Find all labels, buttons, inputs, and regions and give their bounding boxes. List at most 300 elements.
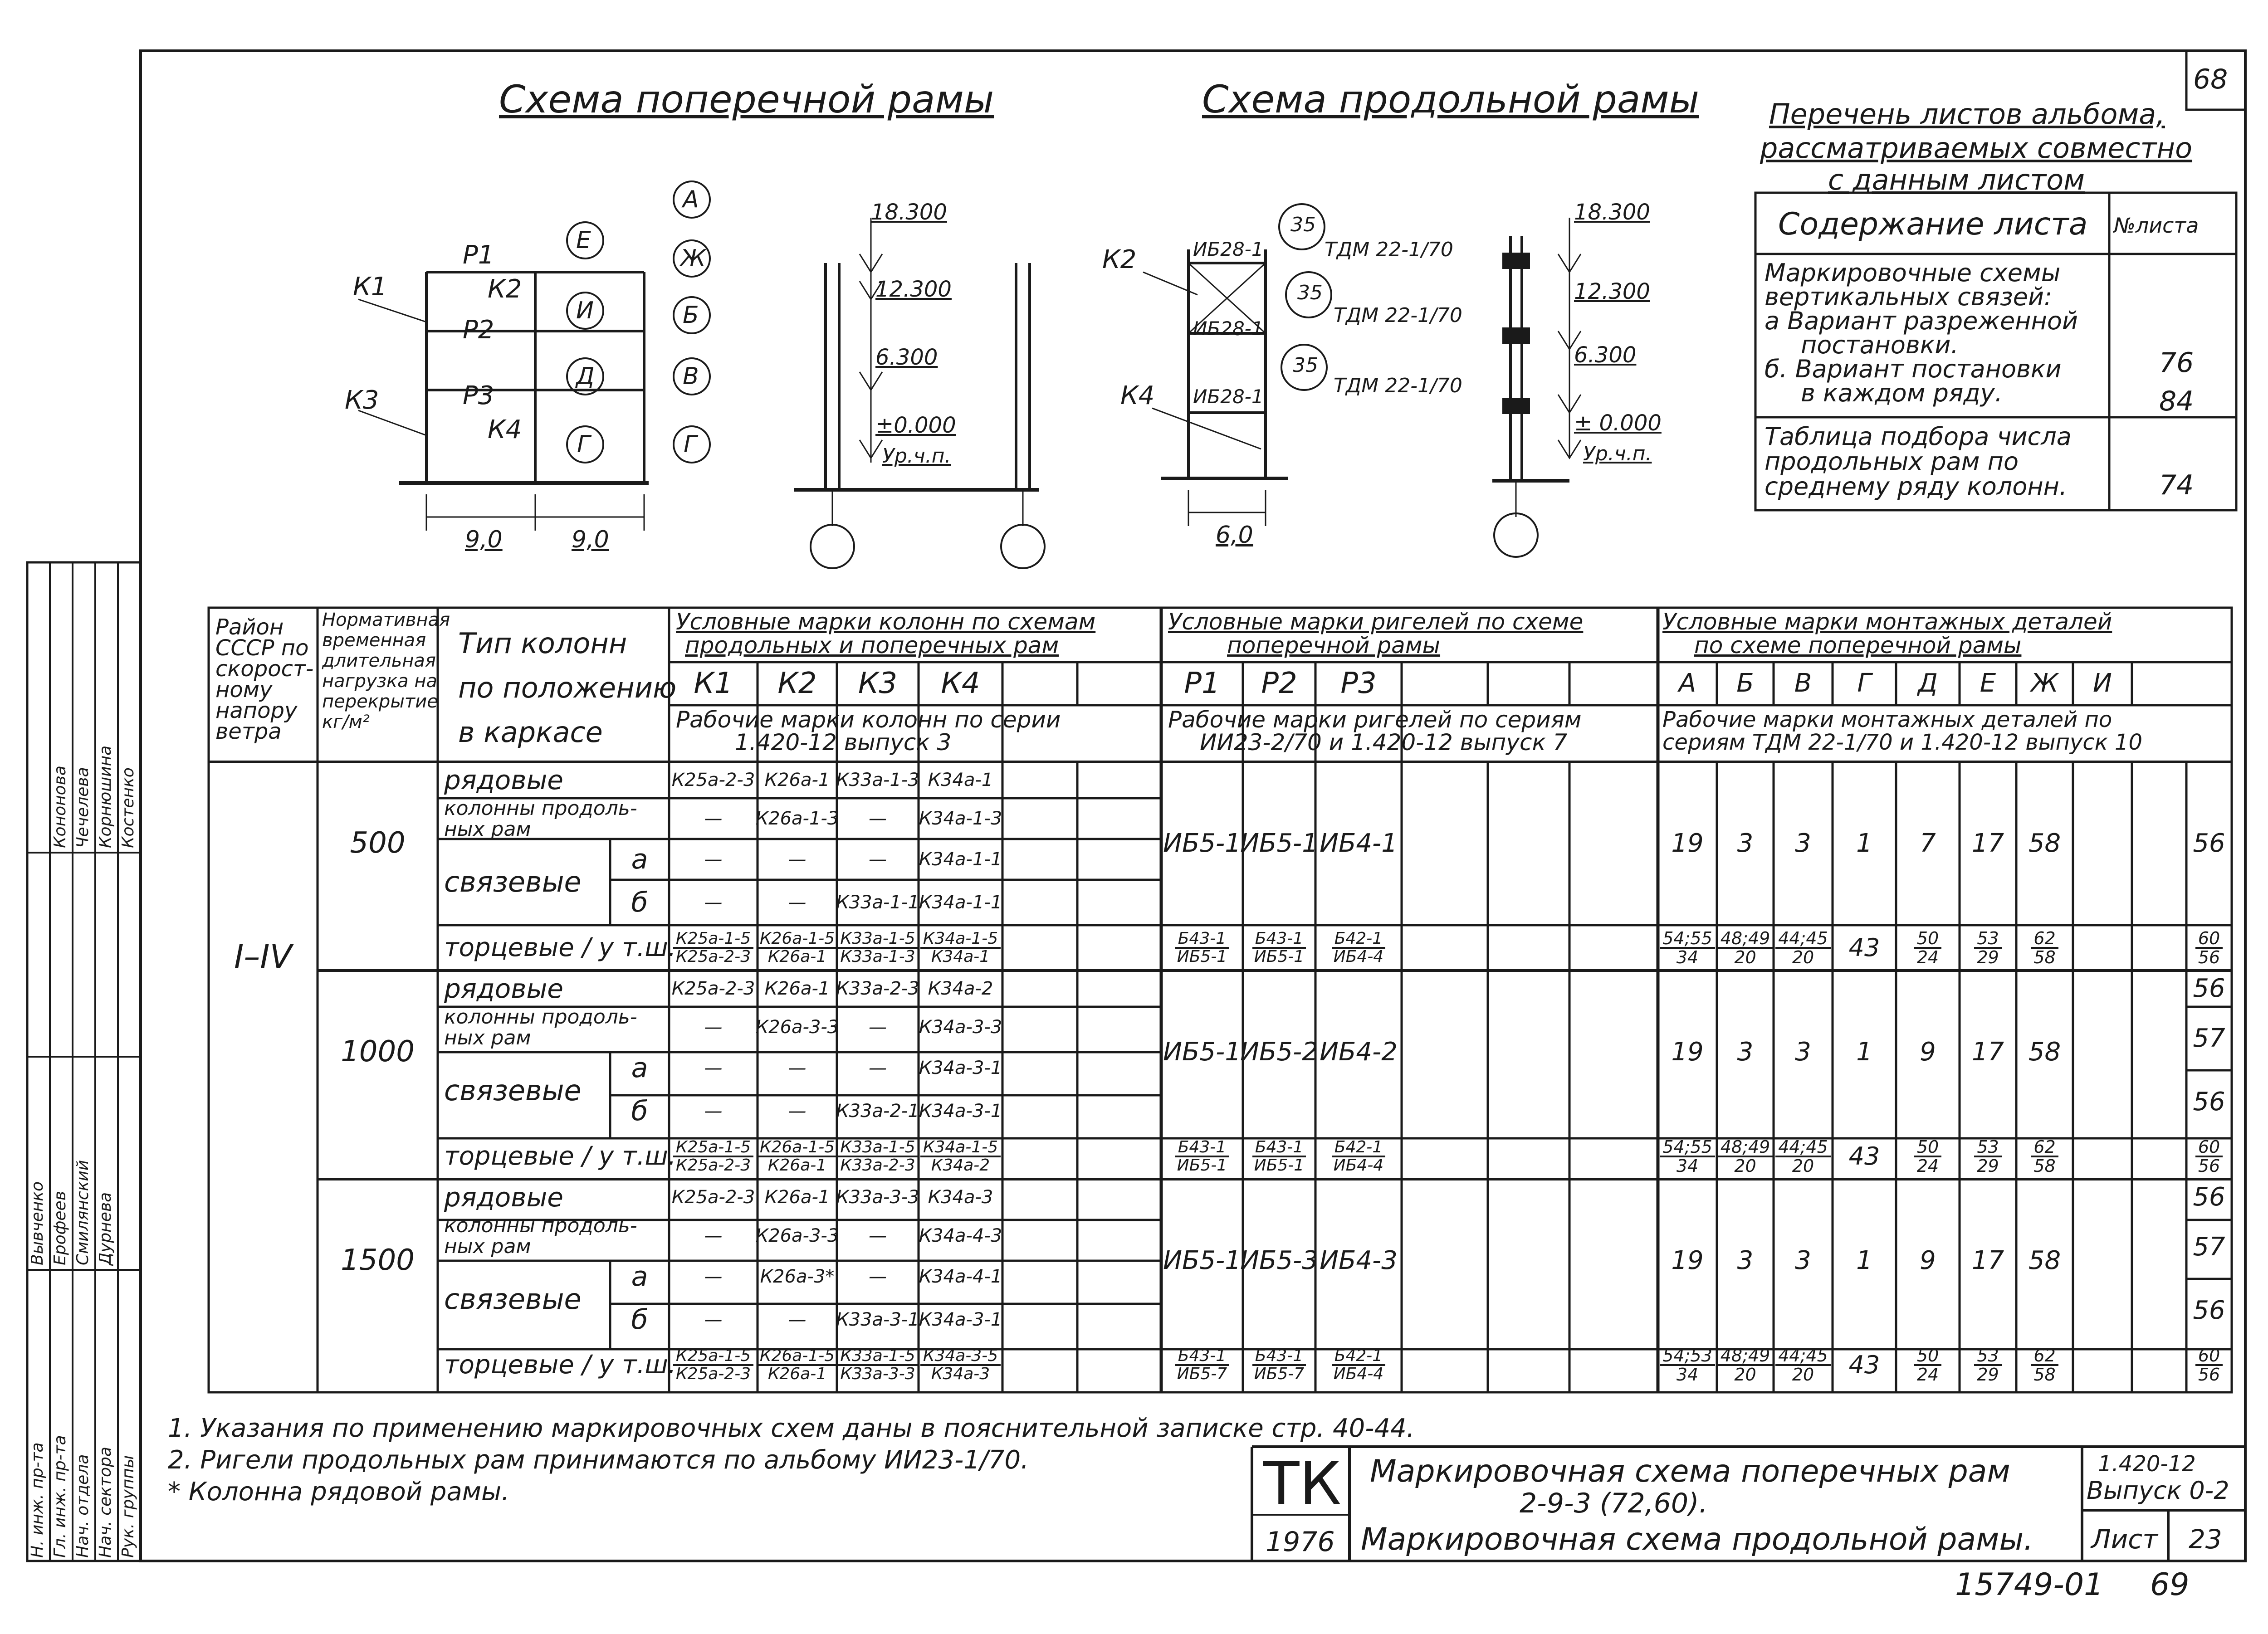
detail-mark-cell: 9	[1920, 1037, 1936, 1067]
column-mark-cell: —	[869, 1225, 887, 1246]
detail-i-cell: 57	[2193, 1232, 2225, 1262]
fraction-top: 44;45	[1775, 1347, 1831, 1366]
level-0-l: ± 0.000	[1574, 410, 1662, 436]
fraction-top: 53	[1974, 930, 2001, 949]
level-18300-t: 18.300	[871, 200, 947, 225]
col-code-k1: К1	[694, 666, 733, 700]
column-mark-cell: —	[704, 1266, 723, 1287]
long-num-35-3: 35	[1293, 354, 1318, 377]
fraction-bottom: К26а-1	[767, 947, 827, 966]
fraction-top: 48;49	[1718, 1347, 1773, 1366]
column-mark-cell: К34а-1	[928, 770, 993, 790]
header-detail-work: Рабочие марки монтажных деталей по сериям ТДМ 22-1/70 и 1.420-12 выпуск 10	[1662, 707, 2143, 755]
column-mark-cell: К34а-2	[928, 978, 993, 999]
tk-logo: ТК	[1263, 1449, 1341, 1518]
fraction-top: 43	[1848, 1351, 1880, 1379]
note-3: * Колонна рядовой рамы.	[168, 1477, 510, 1507]
long-beam-1: ИБ28-1	[1193, 238, 1264, 260]
column-mark-cell: К33а-3-3	[836, 1187, 919, 1208]
fraction-top: К25а-1-5	[673, 931, 753, 949]
detail-i-cell: 56	[2193, 1087, 2225, 1117]
fraction-bottom: К33а-1-3	[840, 947, 915, 966]
fraction-bottom: ИБ5-7	[1177, 1365, 1227, 1383]
fraction-bottom: 34	[1676, 1156, 1699, 1176]
fraction-bottom: 34	[1676, 1365, 1699, 1385]
detail-mark-cell: 3	[1795, 1245, 1811, 1275]
sheet-list-heading-2: рассматриваемых совместно	[1760, 132, 2193, 165]
beam-mark-cell: ИБ5-3	[1240, 1245, 1318, 1275]
fraction-bottom: 20	[1734, 947, 1756, 967]
fraction-bottom: 24	[1916, 1156, 1939, 1176]
row-tie-a: а	[631, 1052, 648, 1084]
row-type-long-frame-line: колонны продоль-	[444, 1214, 637, 1237]
fraction-bottom: ИБ5-1	[1254, 1156, 1305, 1175]
detail-code-e: Е	[1980, 668, 1996, 698]
fraction-bottom: 20	[1792, 947, 1814, 967]
column-mark-cell: К33а-2-1	[836, 1101, 919, 1122]
fraction-top: 44;45	[1775, 930, 1831, 949]
fraction-bottom: К34а-3	[931, 1365, 990, 1383]
beam-mark-cell: ИБ5-1	[1163, 828, 1241, 858]
sheet-list-col-number: №листа	[2114, 213, 2199, 238]
note-1: 1. Указания по применению маркировочных схем даны в пояснительной записке стр. 40-44.	[168, 1414, 1415, 1443]
detail-mark-cell: 19	[1671, 1245, 1704, 1275]
fraction-bottom: ИБ5-7	[1254, 1365, 1305, 1383]
long-beam-2: ИБ28-1	[1193, 317, 1264, 340]
stamp-role: Н. инж. пр-та	[28, 1442, 47, 1558]
fraction-bottom: 56	[2198, 1156, 2220, 1176]
fraction-top: К25а-1-5	[673, 1139, 753, 1157]
fraction-top: 54;55	[1660, 930, 1715, 949]
long-tdm-2: ТДМ 22-1/70	[1334, 304, 1462, 327]
fraction-bottom: К25а-2-3	[675, 1365, 751, 1383]
fraction-bottom: ИБ5-1	[1254, 947, 1305, 966]
fraction-bottom: 24	[1916, 947, 1939, 967]
beam-mark-cell: ИБ5-1	[1240, 828, 1318, 858]
detail-code-g: Г	[1857, 668, 1872, 698]
column-mark-cell: —	[704, 808, 723, 829]
row-type-end: торцевые / у т.ш.	[444, 1350, 676, 1380]
fraction-bottom: 29	[1977, 947, 1999, 967]
fraction-top: Б43-1	[1252, 1139, 1306, 1157]
column-mark-cell: К33а-2-3	[836, 978, 919, 999]
column-mark-cell: —	[788, 1058, 807, 1078]
column-mark-cell: К34а-4-1	[919, 1266, 1002, 1287]
detail-mark-cell: 19	[1671, 828, 1704, 858]
long-label-k2: К2	[1102, 245, 1137, 274]
title-line-2: Маркировочная схема продольной рамы.	[1361, 1522, 2033, 1557]
level-18300-l: 18.300	[1574, 200, 1650, 225]
long-tdm-1: ТДМ 22-1/70	[1325, 238, 1453, 261]
fraction-bottom: К33а-3-3	[840, 1365, 915, 1383]
column-mark-cell: —	[704, 1101, 723, 1122]
fraction-bottom: ИБ5-1	[1177, 1156, 1227, 1175]
detail-mark-cell: 17	[1971, 1245, 2004, 1275]
detail-code-i: И	[2093, 668, 2112, 698]
column-mark-cell: —	[704, 849, 723, 870]
column-mark-cell: К34а-3-1	[919, 1101, 1002, 1122]
fraction-top: 62	[2031, 1138, 2058, 1157]
note-2: 2. Ригели продольных рам принимаются по альбому ИИ23-1/70.	[168, 1445, 1029, 1475]
fraction-top: К25а-1-5	[673, 1348, 753, 1366]
fraction-top: Б42-1	[1332, 1348, 1385, 1366]
detail-code-v: В	[1794, 668, 1812, 698]
column-mark-cell: К26а-1	[764, 978, 830, 999]
fraction-top: 62	[2031, 1347, 2058, 1366]
column-mark-cell: —	[869, 808, 887, 829]
header-column-work: Рабочие марки колонн по серии 1.420-12 выпуск 3	[676, 707, 1061, 756]
column-mark-cell: —	[788, 849, 807, 870]
fraction-bottom: ИБ4-4	[1333, 947, 1384, 966]
level-12300-t: 12.300	[875, 277, 952, 302]
fraction-top: К26а-1-5	[757, 1139, 837, 1157]
circle-label-i: И	[576, 297, 594, 324]
fraction-top: 50	[1914, 1347, 1941, 1366]
fraction-top: К33а-1-5	[837, 1348, 918, 1366]
fraction-top: К34а-1-5	[920, 1139, 1001, 1157]
fraction-top: 48;49	[1718, 930, 1773, 949]
label-k4: К4	[488, 415, 522, 444]
column-mark-cell: —	[788, 892, 807, 913]
fraction-top: К33а-1-5	[837, 931, 918, 949]
fraction-top: К26а-1-5	[757, 931, 837, 949]
title-issue: Выпуск 0-2	[2087, 1476, 2229, 1505]
load-value: 1500	[341, 1244, 415, 1278]
sheet-list-col-content: Содержание листа	[1778, 206, 2088, 242]
long-num-35-2: 35	[1297, 281, 1323, 304]
detail-mark-cell: 3	[1737, 1037, 1754, 1067]
fraction-bottom: К33а-2-3	[840, 1156, 915, 1175]
column-mark-cell: К26а-3-3	[755, 1017, 839, 1038]
detail-mark-cell: 1	[1856, 1037, 1872, 1067]
fraction-bottom: 29	[1977, 1156, 1999, 1176]
fraction-bottom: 20	[1734, 1365, 1756, 1385]
beam-code-p3: Р3	[1340, 666, 1377, 700]
stamp-name: Дурнева	[96, 1192, 115, 1265]
load-value: 1000	[341, 1035, 415, 1069]
detail-mark-cell: 19	[1671, 1037, 1704, 1067]
fraction-bottom: 20	[1792, 1156, 1814, 1176]
stamp-extra: Костенко	[119, 767, 137, 848]
header-beam-work: Рабочие марки ригелей по сериям ИИ23-2/70 и 1.420-12 выпуск 7	[1168, 707, 1582, 756]
column-mark-cell: К34а-3-1	[919, 1309, 1002, 1330]
detail-code-d: Д	[1918, 668, 1938, 698]
long-tdm-3: ТДМ 22-1/70	[1334, 374, 1462, 397]
sheet-list-heading-1: Перечень листов альбома,	[1769, 98, 2165, 131]
stamp-extra: Чечелева	[73, 767, 92, 848]
fraction-top: Б43-1	[1175, 931, 1229, 949]
column-mark-cell: —	[704, 892, 723, 913]
stamp-name: Смилянский	[73, 1160, 92, 1265]
stamp-role: Нач. отдела	[73, 1454, 92, 1558]
stamp-role: Гл. инж. пр-та	[51, 1435, 69, 1558]
column-mark-cell: К33а-3-1	[836, 1309, 919, 1330]
level-6300-t: 6.300	[875, 345, 938, 370]
beam-mark-cell: ИБ5-2	[1240, 1037, 1318, 1067]
level-6300-l: 6.300	[1574, 342, 1637, 368]
fraction-bottom: К25а-2-3	[675, 1156, 751, 1175]
column-mark-cell: К26а-3*	[760, 1266, 835, 1287]
fraction-bottom: 58	[2033, 1156, 2056, 1176]
detail-i-cell: 56	[2193, 973, 2225, 1003]
stamp-role: Рук. группы	[119, 1455, 137, 1558]
column-mark-cell: —	[869, 1017, 887, 1038]
circle-label-g1: Г	[577, 431, 590, 458]
row-type-long-frame-line: ных рам	[444, 1235, 531, 1258]
row-type-long-frame-line: ных рам	[444, 1026, 531, 1050]
column-mark-cell: К34а-1-1	[919, 849, 1002, 870]
level-floor-l: Ур.ч.п.	[1583, 442, 1652, 465]
column-mark-cell: К26а-1	[764, 1187, 830, 1208]
row-type-tie: связевые	[444, 865, 582, 899]
sheet-list-num-74: 74	[2159, 469, 2194, 501]
column-mark-cell: —	[869, 1058, 887, 1078]
detail-i-cell: 56	[2193, 1295, 2225, 1325]
column-mark-cell: К26а-1-3	[755, 808, 839, 829]
column-mark-cell: К26а-3-3	[755, 1225, 839, 1246]
fraction-bottom: 56	[2198, 947, 2220, 967]
column-mark-cell: —	[869, 1266, 887, 1287]
fraction-top: Б42-1	[1332, 931, 1385, 949]
fraction-top: Б43-1	[1175, 1348, 1229, 1366]
row-tie-b: б	[631, 1095, 648, 1127]
transverse-frame-title: Схема поперечной рамы	[499, 77, 994, 122]
label-p2: Р2	[463, 315, 494, 345]
fraction-top: К34а-1-5	[920, 931, 1001, 949]
long-beam-3: ИБ28-1	[1193, 385, 1264, 408]
column-mark-cell: —	[869, 849, 887, 870]
column-mark-cell: К25а-2-3	[671, 978, 755, 999]
row-type-end: торцевые / у т.ш.	[444, 1141, 676, 1171]
detail-mark-cell: 1	[1856, 1245, 1872, 1275]
title-series: 1.420-12	[2098, 1451, 2196, 1477]
fraction-bottom: ИБ4-4	[1333, 1365, 1384, 1383]
fraction-top: 48;49	[1718, 1138, 1773, 1157]
fraction-bottom: ИБ4-4	[1333, 1156, 1384, 1175]
fraction-bottom: 58	[2033, 1365, 2056, 1385]
fraction-bottom: 24	[1916, 1365, 1939, 1385]
beam-mark-cell: ИБ5-1	[1163, 1037, 1241, 1067]
fraction-top: 54;53	[1660, 1347, 1715, 1366]
fraction-top: К34а-3-5	[920, 1348, 1001, 1366]
column-mark-cell: К25а-2-3	[671, 770, 755, 790]
detail-mark-cell: 58	[2028, 1037, 2061, 1067]
column-mark-cell: К34а-3-3	[919, 1017, 1002, 1038]
level-12300-l: 12.300	[1574, 279, 1650, 304]
fraction-top: 50	[1914, 1138, 1941, 1157]
column-mark-cell: К33а-1-1	[836, 892, 919, 913]
title-sheet-number: 23	[2189, 1524, 2222, 1555]
header-detail-marks: Условные марки монтажных деталей по схеме поперечной рамы	[1662, 609, 2112, 658]
fraction-bottom: К26а-1	[767, 1156, 827, 1175]
detail-code-a: А	[1678, 668, 1696, 698]
detail-i-cell: 56	[2193, 828, 2225, 858]
detail-code-zh: Ж	[2031, 668, 2058, 698]
fraction-top: К33а-1-5	[837, 1139, 918, 1157]
fraction-top: Б43-1	[1252, 931, 1306, 949]
row-tie-b: б	[631, 886, 648, 918]
sheet-list-heading-3: с данным листом	[1828, 163, 2085, 196]
column-mark-cell: К25а-2-3	[671, 1187, 755, 1208]
beam-code-p1: Р1	[1184, 666, 1220, 700]
row-type-tie: связевые	[444, 1283, 582, 1316]
detail-i-cell: 56	[2193, 1182, 2225, 1212]
detail-mark-cell: 7	[1920, 828, 1936, 858]
detail-i-cell: 57	[2193, 1023, 2225, 1053]
fraction-top: 50	[1914, 930, 1941, 949]
fraction-top: 53	[1974, 1347, 2001, 1366]
level-floor-t: Ур.ч.п.	[882, 444, 951, 468]
column-mark-cell: К33а-1-3	[836, 770, 919, 790]
longitudinal-frame-title: Схема продольной рамы	[1202, 77, 1699, 122]
detail-mark-cell: 17	[1971, 1037, 2004, 1067]
row-type-ordinary: рядовые	[444, 1181, 563, 1213]
row-type-ordinary: рядовые	[444, 973, 563, 1004]
circle-label-v: В	[683, 363, 699, 390]
title-year: 1976	[1266, 1526, 1335, 1558]
header-column-marks: Условные марки колонн по схемам продольных и поперечных рам	[676, 609, 1096, 658]
stamp-role: Нач. сектора	[96, 1447, 115, 1558]
fraction-top: 60	[2195, 1138, 2223, 1157]
long-dim: 6,0	[1216, 522, 1253, 549]
row-tie-a: а	[631, 843, 648, 875]
detail-mark-cell: 3	[1795, 1037, 1811, 1067]
column-mark-cell: —	[704, 1017, 723, 1038]
beam-mark-cell: ИБ4-1	[1320, 828, 1398, 858]
beam-mark-cell: ИБ5-1	[1163, 1245, 1241, 1275]
title-sheet-label: Лист	[2091, 1524, 2158, 1555]
stamp-name: Вывченко	[28, 1181, 47, 1265]
title-line-1: Маркировочная схема поперечных рам	[1370, 1454, 2010, 1489]
detail-mark-cell: 1	[1856, 828, 1872, 858]
row-type-ordinary: рядовые	[444, 764, 563, 795]
circle-label-a: А	[683, 186, 699, 213]
fraction-top: 54;55	[1660, 1138, 1715, 1157]
beam-code-p2: Р2	[1261, 666, 1297, 700]
sheet-list-num-76: 76	[2159, 347, 2194, 379]
fraction-bottom: К26а-1	[767, 1365, 827, 1383]
col-code-k2: К2	[777, 666, 817, 700]
detail-mark-cell: 3	[1795, 828, 1811, 858]
column-mark-cell: —	[704, 1309, 723, 1330]
row-type-long-frame-line: колонны продоль-	[444, 1005, 637, 1029]
circle-label-d: Д	[576, 363, 595, 390]
detail-mark-cell: 17	[1971, 828, 2004, 858]
stamp-extra: Корнюшина	[96, 745, 115, 848]
fraction-top: К26а-1-5	[757, 1348, 837, 1366]
circle-label-zh: Ж	[680, 245, 706, 272]
column-mark-cell: К34а-1-1	[919, 892, 1002, 913]
bottom-page-number: 69	[2150, 1567, 2190, 1603]
column-mark-cell: К26а-1	[764, 770, 830, 790]
col-code-k4: К4	[941, 666, 980, 700]
long-label-k4: К4	[1120, 381, 1155, 410]
region-cell: I–IV	[234, 937, 292, 976]
dim-span-1: 9,0	[465, 526, 503, 553]
column-mark-cell: К34а-4-3	[919, 1225, 1002, 1246]
load-value: 500	[350, 826, 406, 860]
dim-span-2: 9,0	[572, 526, 609, 553]
detail-mark-cell: 58	[2028, 1245, 2061, 1275]
fraction-bottom: К34а-1	[931, 947, 990, 966]
header-load: Нормативная временная длительная нагрузка на перекрытие кг/м²	[322, 610, 450, 732]
title-line-1b: 2-9-3 (72,60).	[1520, 1488, 1708, 1519]
header-beam-marks: Условные марки ригелей по схеме поперечной рамы	[1168, 609, 1584, 658]
fraction-top: 60	[2195, 930, 2223, 949]
fraction-top: Б43-1	[1175, 1139, 1229, 1157]
column-mark-cell: К34а-3-1	[919, 1058, 1002, 1078]
detail-mark-cell: 58	[2028, 828, 2061, 858]
fraction-bottom: 20	[1792, 1365, 1814, 1385]
column-mark-cell: К34а-1-3	[919, 808, 1002, 829]
sheet-list-entry-2: Таблица подбора числа продольных рам по среднему ряду колонн.	[1765, 422, 2072, 501]
column-mark-cell: —	[704, 1058, 723, 1078]
header-region: Район СССР по скорост- ному напору ветра	[215, 615, 314, 744]
fraction-top: 60	[2195, 1347, 2223, 1366]
label-p1: Р1	[463, 240, 494, 270]
label-p3: Р3	[463, 381, 494, 410]
detail-mark-cell: 3	[1737, 1245, 1754, 1275]
label-k1: К1	[353, 272, 387, 302]
row-type-long-frame-line: ных рам	[444, 818, 531, 841]
detail-mark-cell: 3	[1737, 828, 1754, 858]
fraction-bottom: 58	[2033, 947, 2056, 967]
column-mark-cell: —	[788, 1309, 807, 1330]
beam-mark-cell: ИБ4-2	[1320, 1037, 1398, 1067]
stamp-extra: Кононова	[51, 766, 69, 848]
fraction-top: Б42-1	[1332, 1139, 1385, 1157]
column-mark-cell: —	[704, 1225, 723, 1246]
row-type-long-frame-line: колонны продоль-	[444, 797, 637, 820]
sheet-list-num-84: 84	[2159, 385, 2194, 417]
fraction-top: 43	[1848, 933, 1880, 962]
fraction-top: Б43-1	[1252, 1348, 1306, 1366]
fraction-top: 62	[2031, 930, 2058, 949]
long-num-35-1: 35	[1290, 213, 1316, 236]
detail-mark-cell: 9	[1920, 1245, 1936, 1275]
col-code-k3: К3	[858, 666, 898, 700]
header-column-type: Тип колонн по положению в каркасе	[458, 627, 677, 749]
fraction-top: 44;45	[1775, 1138, 1831, 1157]
column-mark-cell: К34а-3	[928, 1187, 993, 1208]
row-type-end: торцевые / у т.ш.	[444, 932, 676, 962]
beam-mark-cell: ИБ4-3	[1320, 1245, 1398, 1275]
fraction-bottom: К34а-2	[931, 1156, 990, 1175]
row-type-tie: связевые	[444, 1074, 582, 1107]
fraction-top: 53	[1974, 1138, 2001, 1157]
sheet-corner-number: 68	[2193, 63, 2228, 95]
circle-label-b: Б	[683, 302, 699, 329]
level-0-t: ±0.000	[875, 413, 956, 438]
label-k3: К3	[345, 385, 379, 415]
row-tie-b: б	[631, 1303, 648, 1336]
fraction-bottom: 20	[1734, 1156, 1756, 1176]
fraction-bottom: 34	[1676, 947, 1699, 967]
sheet-list-entry-1: Маркировочные схемы вертикальных связей: а Вариант разреженной постановки. б. Вариант постановки в каждом ряду.	[1765, 259, 2078, 407]
detail-code-b: Б	[1736, 668, 1754, 698]
column-mark-cell: —	[788, 1101, 807, 1122]
row-tie-a: а	[631, 1260, 648, 1293]
fraction-bottom: К25а-2-3	[675, 947, 751, 966]
fraction-top: 43	[1848, 1142, 1880, 1171]
label-k2: К2	[488, 274, 522, 304]
fraction-bottom: 29	[1977, 1365, 1999, 1385]
fraction-bottom: ИБ5-1	[1177, 947, 1227, 966]
archive-number: 15749-01	[1955, 1567, 2104, 1603]
circle-label-g2: Г	[684, 431, 697, 458]
circle-label-e: Е	[576, 227, 591, 254]
fraction-bottom: 56	[2198, 1365, 2220, 1385]
